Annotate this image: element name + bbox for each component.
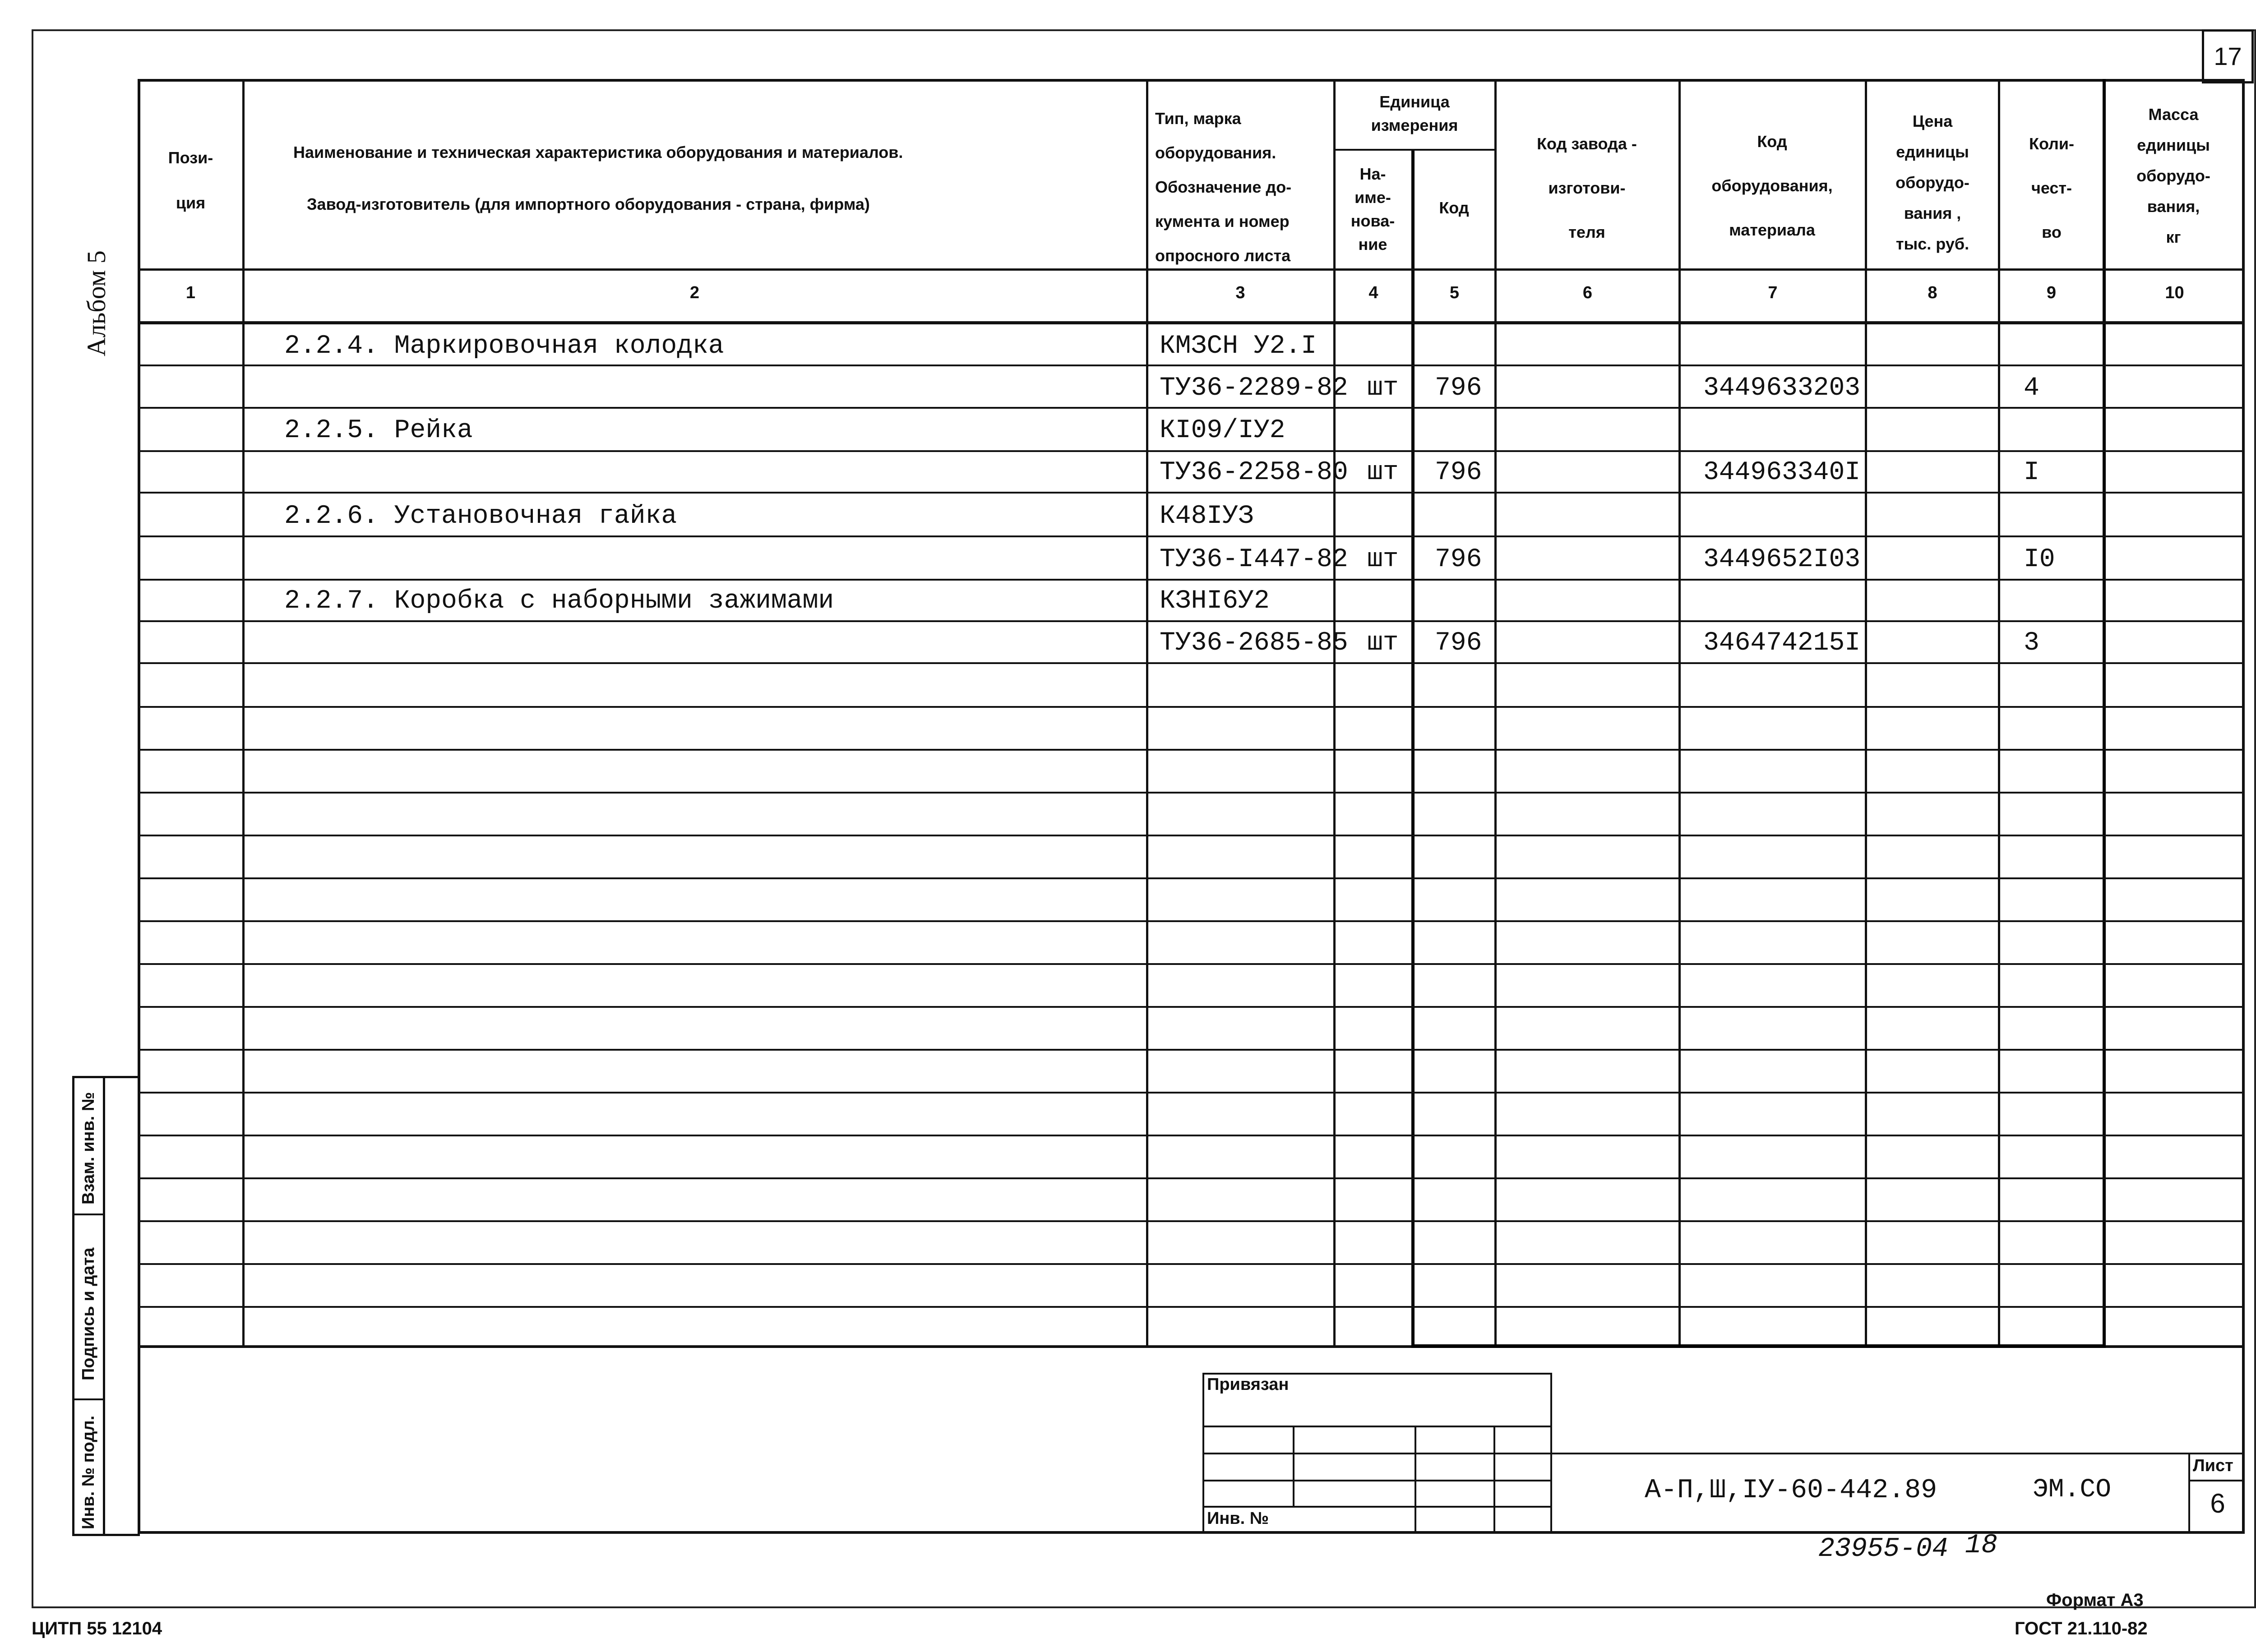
header-col4: На- име- нова- ние bbox=[1350, 165, 1395, 254]
row-line bbox=[138, 749, 2245, 751]
header-unit-group: Единица измерения bbox=[1371, 92, 1458, 134]
row-line bbox=[138, 706, 2245, 708]
header-col5: Код bbox=[1439, 198, 1469, 217]
inv-orig-label: Инв. № подл. bbox=[79, 1415, 98, 1529]
handwritten-page: 18 bbox=[1965, 1530, 1998, 1561]
colnum-2: 2 bbox=[689, 283, 700, 302]
row-line bbox=[138, 877, 2245, 879]
row-line bbox=[138, 535, 2245, 537]
row-line bbox=[138, 1049, 2245, 1051]
row-3-code: 796 bbox=[1435, 458, 1482, 487]
row-line bbox=[138, 407, 2245, 409]
row-line bbox=[138, 620, 2245, 622]
header-col1: Пози- ция bbox=[168, 148, 213, 212]
bound-stamp-line bbox=[1202, 1426, 1552, 1427]
row-4-name: 2.2.6. Установочная гайка bbox=[284, 502, 677, 531]
row-line bbox=[138, 492, 2245, 494]
row-line bbox=[138, 920, 2245, 922]
row-line bbox=[138, 1177, 2245, 1179]
row-3-equip-code: 344963340I bbox=[1703, 458, 1861, 487]
row-line bbox=[138, 1263, 2245, 1265]
colnum-bottom-line bbox=[138, 321, 2245, 324]
row-6-name: 2.2.7. Коробка с наборными зажимами bbox=[284, 586, 834, 616]
row-5-code: 796 bbox=[1435, 545, 1482, 574]
row-line bbox=[138, 835, 2245, 836]
bound-stamp-col bbox=[1415, 1426, 1416, 1534]
title-block-top bbox=[1552, 1453, 2245, 1454]
colnum-8: 8 bbox=[1928, 283, 1937, 302]
left-stamp-divider bbox=[72, 1214, 104, 1215]
colnum-4: 4 bbox=[1368, 283, 1378, 302]
row-1-type: ТУ36-2289-82 bbox=[1160, 374, 1348, 403]
row-1-code: 796 bbox=[1435, 374, 1482, 403]
bound-stamp-line bbox=[1202, 1506, 1552, 1508]
row-7-code: 796 bbox=[1435, 628, 1482, 658]
album-label: Альбом 5 bbox=[82, 250, 111, 356]
header-col10: Масса единицы оборудо- вания, кг bbox=[2136, 105, 2210, 246]
row-1-equip-code: 3449633203 bbox=[1703, 374, 1861, 403]
row-line bbox=[138, 1306, 2245, 1308]
row-3-type: ТУ36-2258-80 bbox=[1160, 458, 1348, 487]
left-stamp-divider bbox=[103, 1076, 105, 1536]
header-col7: Код оборудования, материала bbox=[1711, 132, 1833, 239]
row-line bbox=[138, 1135, 2245, 1136]
header-col8: Цена единицы оборудо- вания , тыс. руб. bbox=[1895, 112, 1969, 253]
inv-label: Инв. № bbox=[1207, 1509, 1269, 1528]
row-2-type: КI09/IУ2 bbox=[1160, 416, 1285, 445]
document-code: А-П,Ш,IУ-60-442.89 bbox=[1645, 1475, 1937, 1506]
footer-standard: ГОСТ 21.110-82 bbox=[2015, 1619, 2148, 1638]
bound-stamp-line bbox=[1202, 1480, 1552, 1481]
row-1-unit: шт bbox=[1367, 374, 1399, 403]
bound-stamp-col bbox=[1293, 1426, 1294, 1507]
row-line bbox=[138, 662, 2245, 664]
row-1-qty: 4 bbox=[2024, 374, 2039, 403]
sheet-label-line bbox=[2188, 1480, 2245, 1481]
row-line bbox=[138, 1006, 2245, 1008]
thick-bottom bbox=[1411, 1344, 2106, 1348]
row-0-name: 2.2.4. Маркировочная колодка bbox=[284, 332, 724, 361]
colnum-1: 1 bbox=[185, 283, 196, 302]
header-col3: Тип, марка оборудования. Обозначение до- кумента и номер опросного листа bbox=[1155, 109, 1292, 265]
row-5-unit: шт bbox=[1367, 545, 1399, 574]
row-2-name: 2.2.5. Рейка bbox=[284, 416, 473, 445]
header-col6: Код завода - изготови- теля bbox=[1537, 134, 1637, 241]
header-col2: Наименование и техническая характеристика оборудования и материалов. Завод-изготовитель (для импортного оборудования - страна, фирма) bbox=[293, 143, 903, 213]
bound-stamp-line bbox=[1202, 1453, 1552, 1454]
header-col9: Коли- чест- во bbox=[2029, 134, 2075, 241]
colnum-10: 10 bbox=[2165, 283, 2184, 302]
colnum-7: 7 bbox=[1768, 283, 1778, 302]
sheet-number: 6 bbox=[2210, 1488, 2225, 1518]
row-3-qty: I bbox=[2024, 458, 2039, 487]
bound-label: Привязан bbox=[1207, 1375, 1289, 1394]
left-stamp-divider bbox=[72, 1398, 104, 1400]
row-line bbox=[138, 450, 2245, 452]
colnum-3: 3 bbox=[1235, 283, 1245, 302]
footer-format: Формат А3 bbox=[2046, 1590, 2144, 1610]
row-7-qty: 3 bbox=[2024, 628, 2039, 658]
row-6-type: КЗНI6У2 bbox=[1160, 586, 1270, 616]
row-5-qty: I0 bbox=[2024, 545, 2055, 574]
colnum-6: 6 bbox=[1582, 283, 1593, 302]
row-line bbox=[138, 963, 2245, 965]
row-line bbox=[138, 1092, 2245, 1094]
colnum-9: 9 bbox=[2046, 283, 2057, 302]
sheet-label: Лист bbox=[2193, 1456, 2233, 1475]
row-7-type: ТУ36-2685-85 bbox=[1160, 628, 1348, 658]
handwritten-number: 23955-04 bbox=[1818, 1534, 1949, 1564]
unit-group-divider bbox=[1333, 149, 1494, 151]
document-mark: ЭМ.СО bbox=[2033, 1475, 2112, 1504]
row-line bbox=[138, 1220, 2245, 1222]
bound-stamp-col bbox=[1493, 1426, 1495, 1534]
row-0-type: КМЗСН У2.I bbox=[1160, 332, 1317, 361]
sign-date-label: Подпись и дата bbox=[79, 1247, 98, 1380]
footer-left: ЦИТП 55 12104 bbox=[32, 1619, 162, 1638]
sheet-corner-number: 17 bbox=[2202, 29, 2254, 83]
row-4-type: К48IУЗ bbox=[1160, 502, 1254, 531]
row-5-equip-code: 3449652I03 bbox=[1703, 545, 1861, 574]
row-line bbox=[138, 365, 2245, 366]
row-7-unit: шт bbox=[1367, 628, 1399, 658]
interchange-inv-label: Взам. инв. № bbox=[79, 1092, 98, 1204]
row-line bbox=[138, 792, 2245, 794]
row-5-type: ТУ36-I447-82 bbox=[1160, 545, 1348, 574]
colnum-5: 5 bbox=[1449, 283, 1460, 302]
col-line bbox=[1411, 149, 1415, 1347]
row-7-equip-code: 346474215I bbox=[1703, 628, 1861, 658]
row-3-unit: шт bbox=[1367, 458, 1399, 487]
row-line bbox=[138, 579, 2245, 581]
